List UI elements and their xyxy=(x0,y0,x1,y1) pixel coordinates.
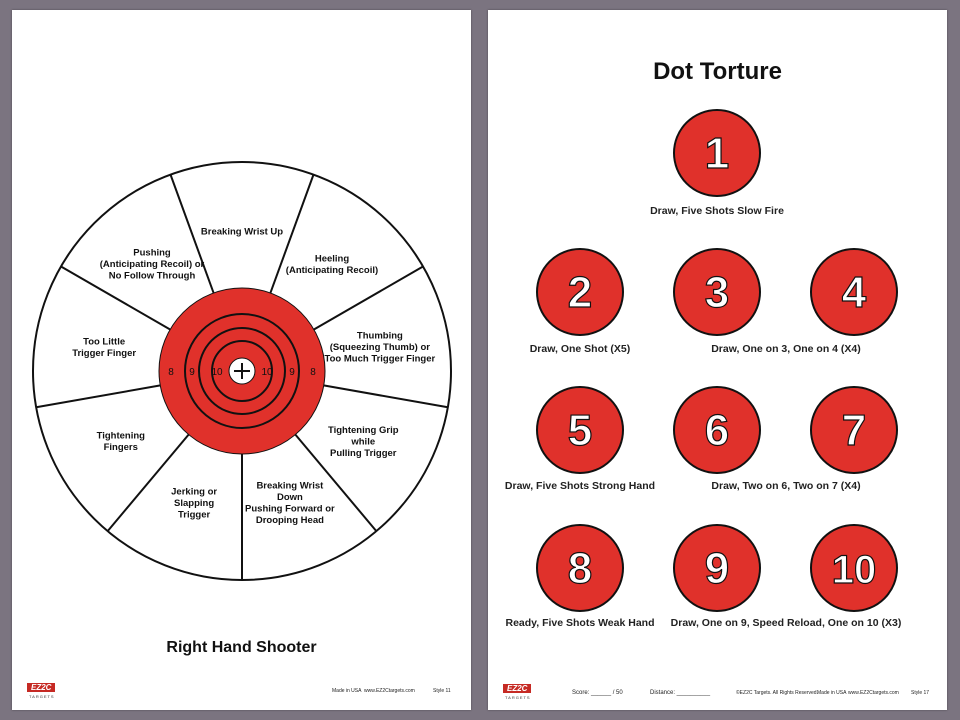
dot-number: 2 xyxy=(567,268,593,317)
wedge-label-line: Tightening xyxy=(96,430,145,442)
right-footer-rights: ©EZ2C Targets. All Rights Reserved. xyxy=(736,690,818,696)
wedge-label-line: Thumbing xyxy=(356,330,403,342)
dot-caption: Ready, Five Shots Weak Hand xyxy=(505,617,655,629)
wedge-label-line: Heeling xyxy=(314,253,350,265)
ring-score-label: 8 xyxy=(168,367,174,378)
dot-caption: Draw, One on 3, One on 4 (X4) xyxy=(711,343,861,355)
wedge-label-line: Down xyxy=(276,492,303,504)
right-footer-made: Made in USA xyxy=(817,690,847,696)
left-footer-url: www.EZ2Ctargets.com xyxy=(364,688,415,694)
dot-number: 6 xyxy=(704,406,730,455)
dot-number: 1 xyxy=(704,129,730,178)
right-footer-url: www.EZ2Ctargets.com xyxy=(848,690,899,696)
dot-number: 7 xyxy=(841,406,867,455)
dot-number: 5 xyxy=(567,406,593,455)
wedge-label-line: Trigger xyxy=(178,509,211,521)
wedge-label-line: Jerking or xyxy=(171,486,218,498)
wedge-label xyxy=(201,226,283,237)
wedge-label-line: Tightening Grip xyxy=(327,424,399,436)
wedge-label-line: Pulling Trigger xyxy=(329,447,397,459)
wedge-label-line: (Squeezing Thumb) or xyxy=(329,342,431,353)
dot-caption: Draw, Two on 6, Two on 7 (X4) xyxy=(711,480,861,492)
wedge-label-line: Fingers xyxy=(103,442,138,454)
dot-number: 3 xyxy=(704,268,730,317)
wedge-label-line: Drooping Head xyxy=(255,515,324,527)
left-sheet-title: Right Hand Shooter xyxy=(166,639,317,656)
right-logo: EZ2C xyxy=(503,684,531,693)
dot-number: 4 xyxy=(841,268,867,317)
left-logo: EZ2C xyxy=(27,683,55,692)
ring-score-label: 8 xyxy=(310,367,316,378)
wedge-label-line: Pushing Forward or xyxy=(245,503,335,515)
correction-wheel xyxy=(12,10,471,710)
ring-score-label: 9 xyxy=(189,367,195,378)
wedge-label-line: while xyxy=(351,436,376,448)
dot-grid xyxy=(488,10,947,710)
dot-caption: Draw, One on 9, Speed Reload, One on 10 (X3) xyxy=(670,617,902,629)
wedge-label-line: No Follow Through xyxy=(108,270,196,282)
right-logo-sub: TARGETS xyxy=(505,695,531,700)
right-sheet-title: Dot Torture xyxy=(653,58,782,85)
left-footer-style: Style 11 xyxy=(433,688,451,694)
ring-score-label: 10 xyxy=(261,367,273,378)
right-target-sheet xyxy=(488,10,947,710)
dot-caption: Draw, One Shot (X5) xyxy=(529,343,631,355)
footer-score-field: Score: ______ / 50 xyxy=(572,690,623,696)
left-logo-sub: TARGETS xyxy=(29,694,55,699)
dot-number: 9 xyxy=(704,544,730,593)
dot-caption: Draw, Five Shots Strong Hand xyxy=(504,480,656,492)
ring-score-label: 10 xyxy=(211,367,223,378)
wedge-label-line: Too Little xyxy=(83,336,126,348)
dot-number: 10 xyxy=(831,548,877,592)
wedge-label-line: Breaking Wrist Up xyxy=(200,226,284,238)
wedge-label-line: (Anticipating Recoil) xyxy=(285,264,379,276)
ring-score-label: 9 xyxy=(289,367,295,378)
wedge-label-line: Too Much Trigger Finger xyxy=(324,353,436,365)
wedge-label-line: Breaking Wrist xyxy=(256,480,324,492)
footer-distance-field: Distance: __________ xyxy=(650,690,711,696)
wedge-label-line: Pushing xyxy=(133,247,171,259)
right-footer-style: Style 17 xyxy=(911,690,930,696)
wedge-label xyxy=(245,481,335,526)
dot-number: 8 xyxy=(567,544,593,593)
wedge-label xyxy=(97,431,146,454)
wedge-label-line: Trigger Finger xyxy=(72,347,137,359)
dot-caption: Draw, Five Shots Slow Fire xyxy=(650,205,784,217)
left-footer-made: Made in USA xyxy=(332,688,362,694)
wedge-label-line: Slapping xyxy=(174,497,215,509)
left-target-sheet xyxy=(12,10,471,710)
wedge-label-line: (Anticipating Recoil) or xyxy=(99,259,205,271)
